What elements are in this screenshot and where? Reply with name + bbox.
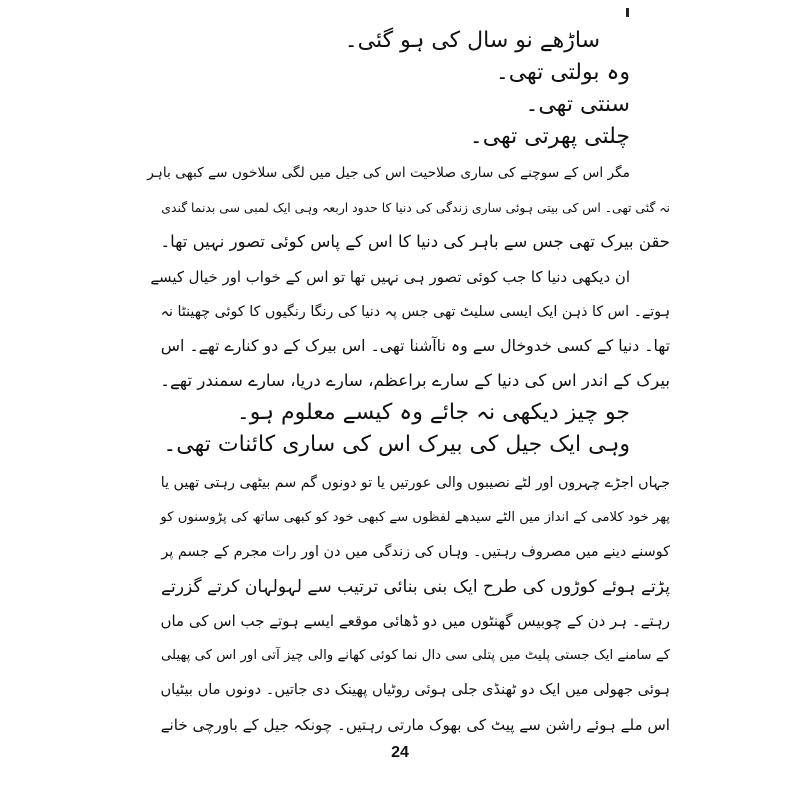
paragraph-3-line: رہتے۔ ہر دن کے چوبیس گھنٹوں میں دو ڈھائی موقعے ایسے ہوتے جب اس کی ماں: [160, 612, 670, 630]
paragraph-1: [147, 156, 670, 260]
short-line-5: جو چیز دیکھی نہ جائے وہ کیسے معلوم ہو۔: [236, 400, 630, 425]
paragraph-2-line: ہوتے۔ اس کا ذہن ایک ایسی سلیٹ تھی جس پہ دنیا کی رنگا رنگیوں کا کوئی چھینٹا نہ: [160, 303, 670, 320]
paragraph-3-line: پڑتے ہوئے کوڑوں کی طرح ایک بنی بنائی ترتیب سے لہولہان کرتے گزرتے: [160, 576, 670, 597]
paragraph-3-line: کوسنے دینے میں مصروف رہتیں۔ وہاں کی زندگی میں دن اور رات مجرم کے جسم پر: [161, 544, 670, 560]
paragraph-3-line: کے سامنے ایک جستی پلیٹ میں پتلی سی دال نما کوئی کھانے والی چیز آتی اور اس کی پھیلی: [160, 647, 670, 663]
short-line-2: وہ بولتی تھی۔: [495, 60, 630, 85]
paragraph-3: [150, 466, 670, 742]
opening-short-lines: [150, 26, 670, 154]
paragraph-1-line: حقن بیرک تھی جس سے باہر کی دنیا کا اس کے پاس کوئی تصور نہیں تھا۔: [160, 232, 670, 251]
paragraph-1-line: نہ گئی تھی۔ اس کی بیتی ہوئی ساری زندگی کی دنیا کا حدود اربعہ وہی ایک لمبی سی بدنما گندی: [161, 199, 670, 215]
paragraph-1-line: مگر اس کے سوچنے کی ساری صلاحیت اس کی جیل میں لگی سلاخوں سے کبھی باہر: [147, 165, 630, 181]
book-page: [147, 20, 670, 790]
paragraph-2: [150, 260, 670, 398]
paragraph-3-line: پھر خود کلامی کے انداز میں الٹے سیدھے لفظوں سے کبھی خود کو کبھی ساتھ کی پڑوسنوں کو: [160, 509, 670, 525]
paragraph-3-line: ہوئی جھولی میں ایک دو ٹھنڈی جلی ہوئی روٹیاں پھینک دی جاتیں۔ دونوں ماں بیٹیاں: [160, 681, 670, 698]
paragraph-3-line: اس ملے ہوئے راشن سے پیٹ کی بھوک مارتی رہتیں۔ چونکہ جیل کے باورچی خانے: [160, 715, 670, 734]
paragraph-2-line: ان دیکھی دنیا کا جب کوئی تصور ہی نہیں تھا تو اس کے خواب اور خیال کیسے: [150, 268, 630, 286]
paragraph-3-line: جہاں اجڑے چہروں اور لٹے نصیبوں والی عورتیں یا تو دونوں گم سم بیٹھی رہتی تھیں یا: [160, 475, 670, 491]
paragraph-2-line: تھا۔ دنیا کے کسی خدوخال سے وہ ناآشنا تھی۔ اس بیرک کے دو کنارے تھے۔ اس: [160, 336, 670, 355]
page-corner-mark: [626, 8, 629, 17]
short-line-1: ساڑھے نو سال کی ہو گئی۔: [344, 28, 600, 53]
short-line-4: چلتی پھرتی تھی۔: [469, 124, 630, 149]
paragraph-2-line: بیرک کے اندر اس کی دنیا کے سارے براعظم، سارے دریا، سارے سمندر تھے۔: [160, 370, 670, 390]
short-line-6: وہی ایک جیل کی بیرک اس کی ساری کائنات تھی۔: [163, 432, 630, 457]
page-number: 24: [391, 744, 409, 761]
short-line-3: سنتی تھی۔: [525, 92, 630, 117]
middle-short-lines: [150, 398, 670, 462]
